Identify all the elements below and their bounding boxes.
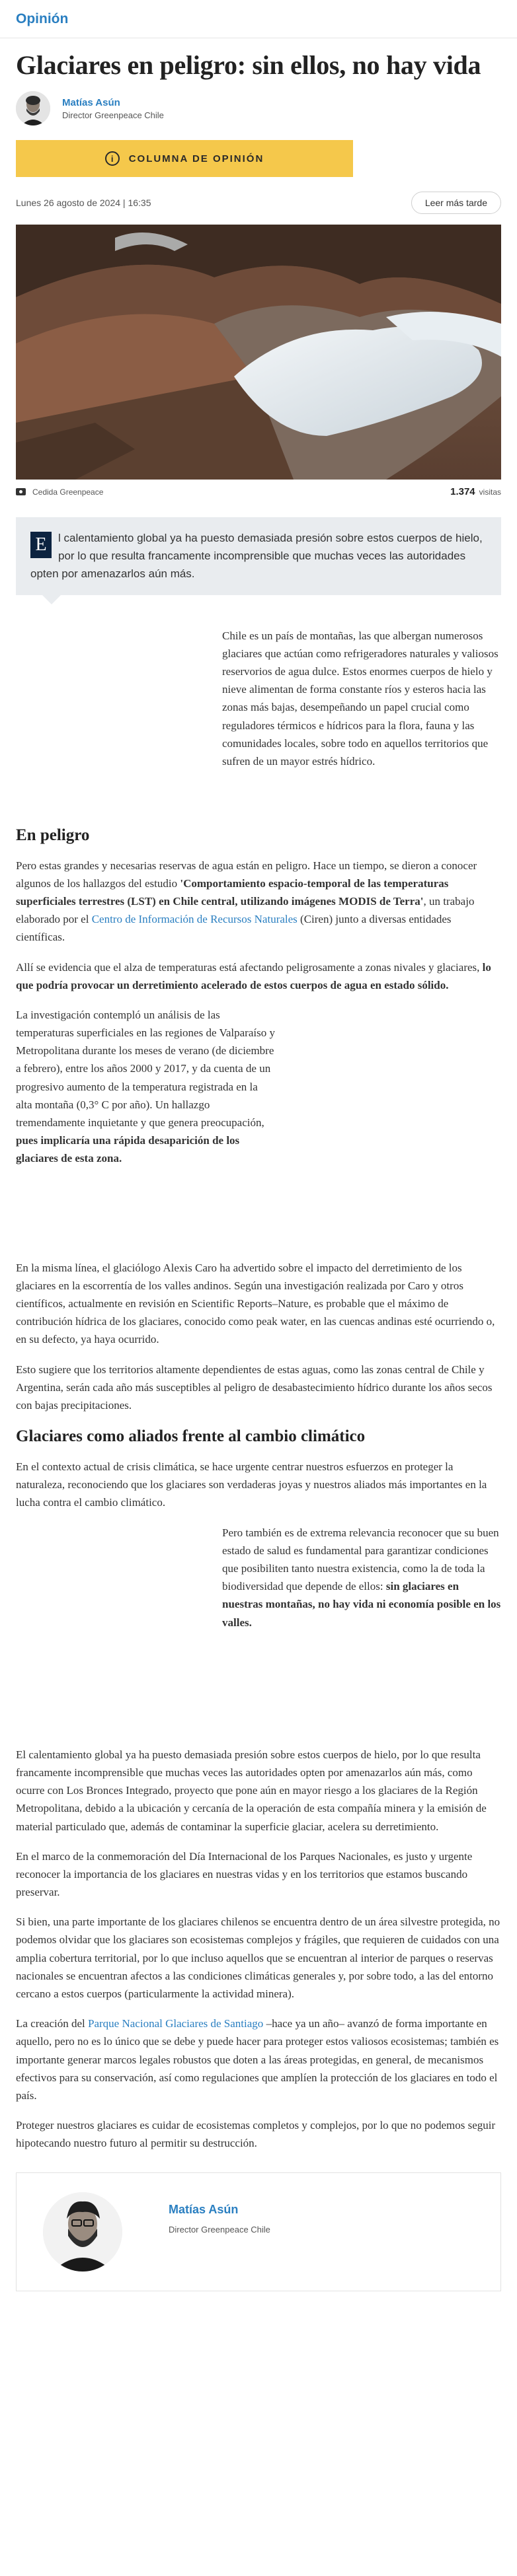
date-row <box>16 192 501 214</box>
section-heading: Glaciares como aliados frente al cambio climático <box>16 1427 366 1446</box>
read-later-button[interactable]: Leer más tarde <box>411 192 501 214</box>
author-card-role: Director Greenpeace Chile <box>169 2224 270 2235</box>
author-portrait-icon <box>43 2192 122 2272</box>
paragraph: Proteger nuestros glaciares es cuidar de ecosistemas completos y complejos, por lo que no podemos seguir hipotecando nuestro futuro al permitir su destrucción. <box>16 2119 496 2150</box>
inline-ad-slot <box>16 615 222 813</box>
section-heading: En peligro <box>16 826 90 844</box>
visits-count: 1.374 <box>450 486 475 497</box>
paragraph: La investigación contempló un análisis de las temperaturas superficiales en las regiones de Valparaíso y Metropolitana durante los meses de verano (de diciembre a febrero), entre los años 2000 y 2017, y da cuenta de un progresivo aumento de la temperatura registrada en la alta montaña (0,3° C por año). Un hallazgo tremendamente inquietante y que genera preocupación, pues implicaría una rápida desaparición de los glaciares de esta zona. <box>16 1008 275 1165</box>
author-card-avatar[interactable] <box>43 2192 122 2272</box>
author-avatar[interactable] <box>16 91 50 125</box>
section-link-opinion[interactable]: Opinión <box>16 11 69 26</box>
photo-credit-text: Cedida Greenpeace <box>32 487 104 497</box>
paragraph: Chile es un país de montañas, las que albergan numerosos glaciares que actúan como refrigeradores naturales y valiosos reservorios de agua dulce. Estos enormes cuerpos de hielo y nieve alimentan de forma constante ríos y esteros hacia las zonas más bajas, desempeñando un papel crucial como reguladores térmicos e hídricos para la flora, fauna y las comunidades locales, sobre todo en aquellos territorios que sufren de un mayor estrés hídrico. <box>222 629 498 768</box>
paragraph: El calentamiento global ya ha puesto demasiada presión sobre estos cuerpos de hielo, por lo que resulta francamente incomprensible que muchas veces las autoridades opten por amenazarlos aún más, como ocurre con Los Bronces Integrado, proyecto que pone aún en mayor riesgo a los glaciares de la Región Metropolitana, debido a la ubicación y cercanía de la operación de esta compañía minera y la emisión de material particulado que, además de contaminar la superficie glaciar, acelera su derretimiento. <box>16 1748 487 1833</box>
paragraph: En la misma línea, el glaciólogo Alexis Caro ha advertido sobre el impacto del derretimiento de los glaciares en la escorrentía de los valles andinos. Según una investigación realizada por Caro y otros científicos, actualmente en revisión en Scientific Reports–Nature, es probable que el máximo de contribución hídrica de los glaciares, conocido como peak water, en las cuencas andinas esté ocurriendo o, en su defecto, ya haya ocurrido. <box>16 1261 495 1346</box>
publish-date: Lunes 26 agosto de 2024 | 16:35 <box>16 197 151 208</box>
author-portrait-icon <box>16 91 50 125</box>
photo-credit <box>16 487 103 497</box>
embedded-content-slot <box>16 1168 501 1247</box>
photo-meta <box>16 486 501 497</box>
parque-nacional-link[interactable]: Parque Nacional Glaciares de Santiago <box>88 2017 264 2030</box>
author-role: Director Greenpeace Chile <box>62 110 164 120</box>
glacier-photo <box>16 225 501 480</box>
author-card <box>16 2172 501 2291</box>
article-title: Glaciares en peligro: sin ellos, no hay vida <box>16 50 481 80</box>
hero-image <box>16 225 501 480</box>
author-byline <box>16 91 501 125</box>
ciren-link[interactable]: Centro de Información de Recursos Naturales <box>91 913 298 926</box>
article-body <box>16 595 501 2153</box>
lead-dropcap: E <box>30 532 52 558</box>
column-badge <box>16 140 353 177</box>
paragraph: Allí se evidencia que el alza de temperaturas está afectando peligrosamente a zonas nivales y glaciares, lo que podría provocar un derretimiento acelerado de estos cuerpos de agua en estado sólido. <box>16 960 491 991</box>
paragraph: En el contexto actual de crisis climática, se hace urgente centrar nuestros esfuerzos en proteger la naturaleza, reconociendo que los glaciares son verdaderas joyas y nuestros aliados más importantes en la lucha contra el cambio climático. <box>16 1460 487 1509</box>
info-icon: i <box>105 151 120 166</box>
embedded-content-slot <box>16 1631 501 1734</box>
paragraph: Esto sugiere que los territorios altamente dependientes de estas aguas, como las zonas central de Chile y Argentina, serán cada año más susceptibles al peligro de desabastecimiento hídrico durante los años secos con bajas precipitaciones. <box>16 1363 493 1412</box>
inline-ad-slot <box>16 1512 222 1618</box>
paragraph: La creación del Parque Nacional Glaciares de Santiago –hace ya un año– avanzó de forma importante en aquello, pero no es lo único que se debe y puede hacer para proteger estos valiosos ecosistemas; también es importante generar marcos legales robustos que doten a las áreas protegidas, en general, de mecanismos efectivos para su conservación, así como regulaciones que amplíen la protección de los glaciares en todo el país. <box>16 2017 499 2102</box>
paragraph: Pero estas grandes y necesarias reservas de agua están en peligro. Hace un tiempo, se dieron a conocer algunos de los hallazgos del estudio 'Comportamiento espacio-temporal de las temperaturas superficiales terrestres (LST) en Chile central, utilizando imágenes MODIS de Terra', un trabajo elaborado por el Centro de Información de Recursos Naturales (Ciren) junto a diversas entidades científicas. <box>16 859 477 944</box>
author-card-name[interactable]: Matías Asún <box>169 2202 239 2216</box>
paragraph: En el marco de la conmemoración del Día Internacional de los Parques Nacionales, es justo y urgente reconocer la importancia de los glaciares en nuestras vidas y en los territorios que estamos buscando preservar. <box>16 1849 473 1899</box>
lead-text: l calentamiento global ya ha puesto demasiada presión sobre estos cuerpos de hielo, por lo que resulta francamente incomprensible que muchas veces las autoridades opten por amenazarlos aún más. <box>30 532 483 581</box>
author-name-link[interactable]: Matías Asún <box>62 96 120 108</box>
visits-counter <box>450 486 501 497</box>
paragraph: Si bien, una parte importante de los glaciares chilenos se encuentra dentro de un área silvestre protegida, no podemos olvidar que los glaciares son ecosistemas complejos y frágiles, que requieren de cuidados con una amplia cobertura territorial, por lo que incluso aquellos que se encuentran al interior de parques o reservas nacionales se encuentran afectos a las condiciones climáticas generales y, por sobre todo, a las del entorno cercano a estos cuerpos (particularmente la actividad minera). <box>16 1915 500 2000</box>
camera-icon <box>16 488 26 495</box>
article-lead <box>16 517 501 595</box>
topbar <box>0 0 517 38</box>
visits-label: visitas <box>479 487 501 497</box>
paragraph: Pero también es de extrema relevancia reconocer que su buen estado de salud es fundamental para garantizar condiciones que posibiliten tanto nuestra existencia, como la de toda la biodiversidad que depende de ellos: sin glaciares en nuestras montañas, no hay vida ni economía posible en los valles. <box>222 1526 501 1629</box>
column-label: COLUMNA DE OPINIÓN <box>128 153 264 164</box>
